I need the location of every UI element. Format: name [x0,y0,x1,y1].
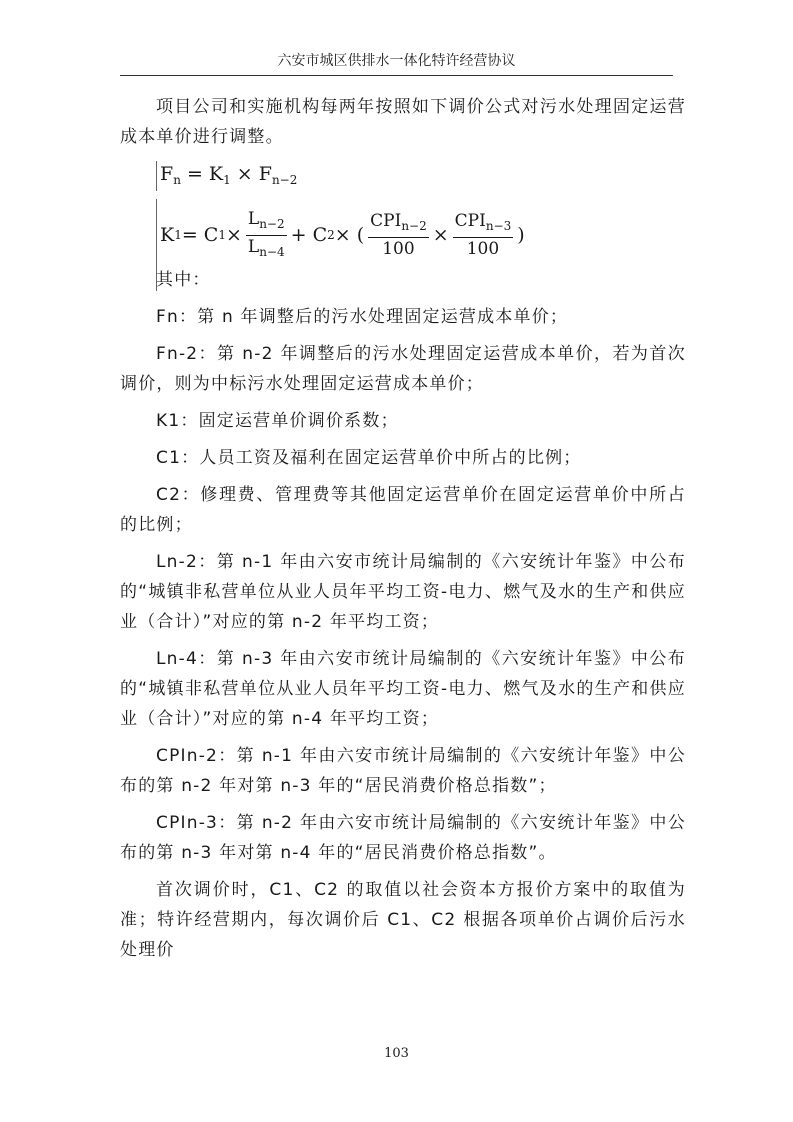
fraction-l: $\frac{L_{n-2}}{L_{n-4}}$ [247,208,285,259]
paragraph: 其中： [156,270,211,290]
paragraph: Fn-2：第 n-2 年调整后的污水处理固定运营成本单价，若为首次调价，则为中标污水处理固定运营成本单价； [120,344,686,394]
document-body [120,92,686,972]
fraction-cpi-n3: $\frac{CPI_{n-3}}{100}$ [454,211,512,259]
paragraph: C1：人员工资及福利在固定运营单价中所占的比例； [156,448,582,468]
formula-block [156,159,686,259]
paragraph: Fn：第 n 年调整后的污水处理固定运营成本单价； [156,307,569,327]
intro-paragraph: 项目公司和实施机构每两年按照如下调价公式对污水处理固定运营成本单价进行调整。 [120,97,686,147]
paragraph: K1：固定运营单价调价系数； [156,411,399,431]
running-header: 六安市城区供排水一体化特许经营协议 [277,53,516,69]
paragraph: CPIn-3：第 n-2 年由六安市统计局编制的《六安统计年鉴》中公布的第 n-3 年对第 n-4 年的“居民消费价格总指数”。 [120,813,686,863]
paragraph: Ln-2：第 n-1 年由六安市统计局编制的《六安统计年鉴》中公布的“城镇非私营单位从业人员年平均工资-电力、燃气及水的生产和供应业（合计）”对应的第 n-2 年平均工资； [120,552,686,632]
header-rule [120,75,673,76]
paragraph: CPIn-2：第 n-1 年由六安市统计局编制的《六安统计年鉴》中公布的第 n-2 年对第 n-3 年的“居民消费价格总指数”； [120,746,686,796]
paragraph: Ln-4：第 n-3 年由六安市统计局编制的《六安统计年鉴》中公布的“城镇非私营单位从业人员年平均工资-电力、燃气及水的生产和供应业（合计）”对应的第 n-4 年平均工资； [120,649,686,729]
formula-fn: $F_n = K_1 \times F_{n-2}$ [160,163,298,187]
paragraph: C2：修理费、管理费等其他固定运营单价在固定运营单价中所占的比例； [120,485,686,535]
page-number: 103 [384,1046,409,1061]
formula-margin-bar [156,199,157,291]
formula-k1: K 1 = C 1 × $\frac{L_{n-2}}{L_{n-4}}$ + C 2 × ( $\frac{CPI_{n-2}}{100}$ × $\frac{CPI_{n-3}}{100}$ ) [160,205,525,265]
paragraph: 首次调价时，C1、C2 的取值以社会资本方报价方案中的取值为准；特许经营期内，每次调价后 C1、C2 根据各项单价占调价后污水处理价 [120,880,686,960]
formula-margin-bar [156,161,157,191]
fraction-cpi-n2: $\frac{CPI_{n-2}}{100}$ [370,211,427,259]
